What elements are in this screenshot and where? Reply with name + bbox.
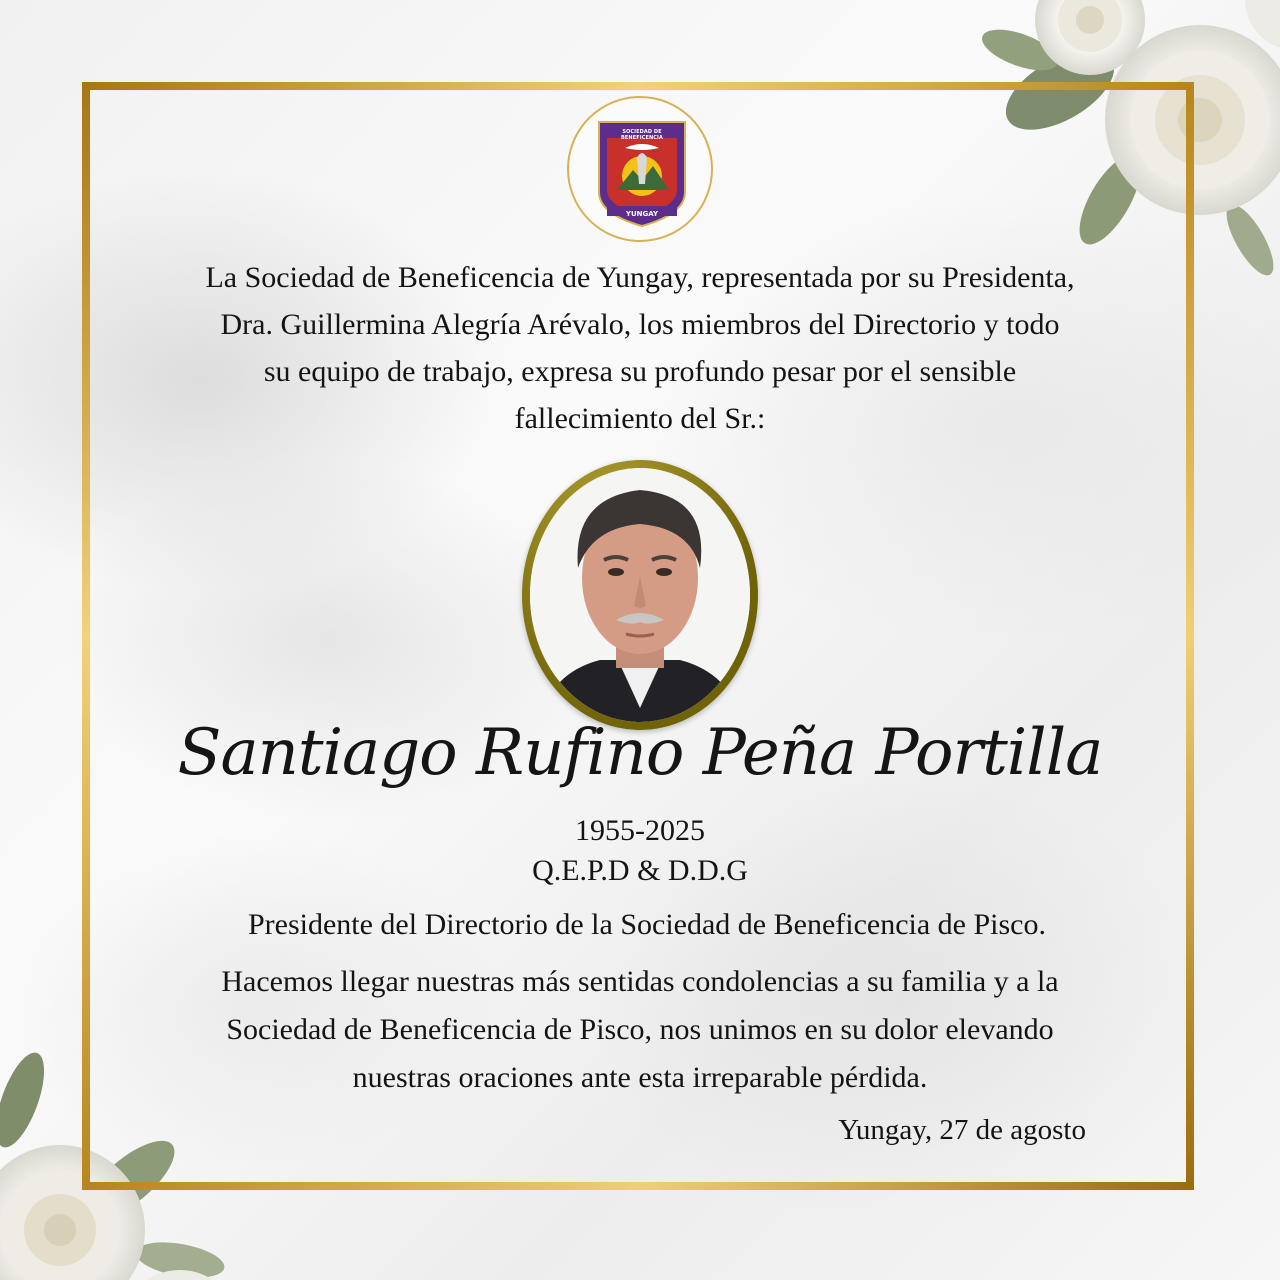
life-years: 1955-2025 (575, 814, 705, 847)
condolence-paragraph (100, 958, 1180, 1102)
epitaph: Q.E.P.D & D.D.G (532, 854, 748, 887)
intro-line: su equipo de trabajo, expresa su profundo pesar por el sensible (263, 355, 1017, 388)
condolence-line: Sociedad de Beneficencia de Pisco, nos unimos en su dolor elevando (226, 1013, 1054, 1046)
intro-line: fallecimiento del Sr.: (514, 402, 766, 435)
intro-line: La Sociedad de Beneficencia de Yungay, representada por su Presidenta, (205, 261, 1075, 294)
condolence-line: nuestras oraciones ante esta irreparable pérdida. (352, 1061, 928, 1094)
intro-paragraph (100, 254, 1180, 442)
logo-top-text: SOCIEDAD DE BENEFICENCIA (621, 129, 663, 141)
portrait-man-icon (530, 468, 750, 722)
logo-bottom-text: YUNGAY (625, 210, 659, 218)
institution-logo (567, 96, 713, 242)
condolence-line: Hacemos llegar nuestras más sentidas condolencias a su familia y a la (221, 965, 1059, 998)
deceased-role: Presidente del Directorio de la Sociedad de Beneficencia de Pisco. (247, 908, 1047, 941)
intro-line: Dra. Guillermina Alegría Arévalo, los miembros del Directorio y todo (220, 308, 1060, 341)
portrait-frame (522, 460, 758, 730)
portrait-photo (530, 468, 750, 722)
place-date-signoff: Yungay, 27 de agosto (838, 1114, 1086, 1146)
deceased-name: Santiago Rufino Peña Portilla (177, 716, 1103, 790)
